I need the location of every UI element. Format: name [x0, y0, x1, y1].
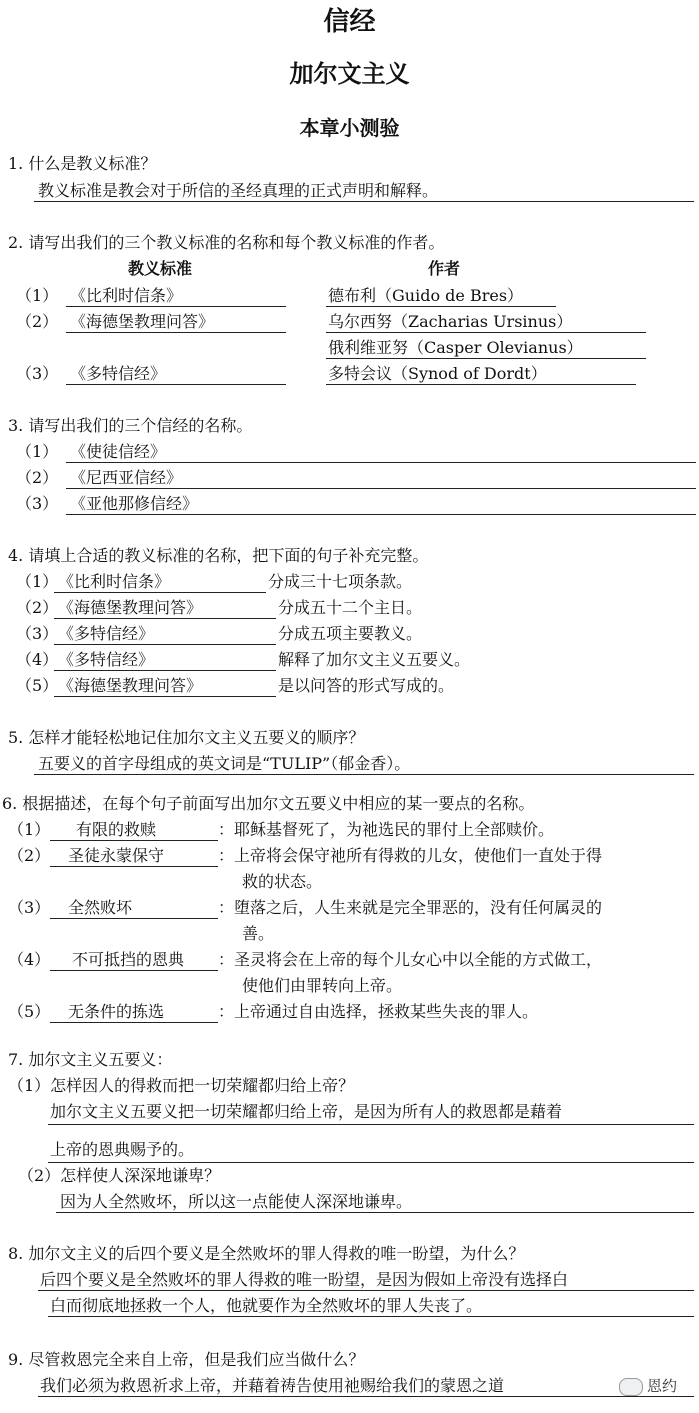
- q2-row4-author: 多特会议（Synod of Dordt）: [328, 364, 547, 383]
- q6-item1-desc: ：耶稣基督死了，为祂选民的罪付上全部赎价。: [218, 820, 555, 839]
- q2-row3-author: 俄利维亚努（Casper Olevianus）: [328, 338, 583, 357]
- q9-rule: [38, 1396, 694, 1397]
- q6-item3-answer: 全然败坏: [68, 898, 133, 917]
- q7-sub1-line2-rule: [48, 1162, 694, 1163]
- q3-item2-num: （2）: [16, 468, 59, 487]
- q9-prompt: 9. 尽管救恩完全来自上帝，但是我们应当做什么？: [8, 1350, 365, 1369]
- q5-answer-line: [34, 774, 694, 775]
- q6-item1-num: （1）: [8, 820, 51, 839]
- q2-row2-standard-line: [66, 332, 286, 333]
- q2-row4-author-line: [326, 384, 636, 385]
- q6-item2-line: [50, 866, 218, 867]
- q4-item5-line: [54, 696, 276, 697]
- q8-line2-rule: [48, 1316, 694, 1317]
- q2-row1-author-line: [326, 306, 556, 307]
- q6-item5-num: （5）: [8, 1002, 51, 1021]
- q6-item2-answer: 圣徒永蒙保守: [68, 846, 165, 865]
- q2-row4-num: （3）: [16, 364, 59, 383]
- q4-item3-rest: 分成五项主要教义。: [278, 624, 423, 643]
- q5-prompt: 5. 怎样才能轻松地记住加尔文主义五要义的顺序？: [8, 728, 365, 747]
- q2-row1-standard-line: [66, 306, 286, 307]
- watermark-text: 恩约: [646, 1377, 677, 1395]
- q6-item3-line: [50, 918, 218, 919]
- q4-item2-answer: 《海德堡教理问答》: [58, 598, 203, 617]
- q4-item3-answer: 《多特信经》: [58, 624, 155, 643]
- q3-item1-num: （1）: [16, 442, 59, 461]
- q6-item4-desc-cont: 使他们由罪转向上帝。: [242, 976, 403, 995]
- q6-item5-answer: 无条件的拣选: [68, 1002, 165, 1021]
- q2-row1-num: （1）: [16, 286, 59, 305]
- q2-prompt: 2. 请写出我们的三个教义标准的名称和每个教义标准的作者。: [8, 233, 445, 252]
- q8-answer-line2: 白而彻底地拯救一个人，他就要作为全然败坏的罪人失丧了。: [50, 1296, 483, 1315]
- q3-item2-line: [66, 488, 696, 489]
- page-title: 信经: [323, 7, 376, 37]
- q4-item4-line: [54, 670, 276, 671]
- q7-sub2-prompt: （2）怎样使人深深地谦卑？: [18, 1166, 221, 1185]
- q4-item1-rest: 分成三十七项条款。: [268, 572, 413, 591]
- q7-sub1-prompt: （1）怎样因人的得救而把一切荣耀都归给上帝？: [8, 1076, 355, 1095]
- q4-item2-rest: 分成五十二个主日。: [278, 598, 423, 617]
- q9-answer: 我们必须为救恩祈求上帝，并藉着祷告使用祂赐给我们的蒙恩之道: [40, 1376, 505, 1395]
- q2-row2-standard: 《海德堡教理问答》: [70, 312, 215, 331]
- q4-item4-rest: 解释了加尔文主义五要义。: [278, 650, 471, 669]
- q2-row3-author-line: [326, 358, 646, 359]
- chat-bubble-icon: [619, 1378, 643, 1396]
- q8-answer-line1: 后四个要义是全然败坏的罪人得救的唯一盼望，是因为假如上帝没有选择白: [40, 1270, 569, 1289]
- q4-item2-line: [54, 618, 276, 619]
- q6-item2-num: （2）: [8, 846, 51, 865]
- q7-prompt: 7. 加尔文主义五要义：: [8, 1050, 173, 1069]
- q6-item3-desc: ：堕落之后，人生来就是完全罪恶的，没有任何属灵的: [218, 898, 603, 917]
- q8-prompt: 8. 加尔文主义的后四个要义是全然败坏的罪人得救的唯一盼望，为什么？: [8, 1244, 525, 1263]
- q6-item2-desc: ：上帝将会保守祂所有得救的儿女，使他们一直处于得: [218, 846, 603, 865]
- q6-item3-num: （3）: [8, 898, 51, 917]
- q1-prompt: 1. 什么是教义标准？: [8, 154, 157, 173]
- q3-item1-answer: 《使徒信经》: [70, 442, 167, 461]
- q4-item5-answer: 《海德堡教理问答》: [58, 676, 203, 695]
- q4-item4-num: （4）: [16, 650, 59, 669]
- q3-item1-line: [66, 462, 696, 463]
- q4-item1-line: [54, 592, 266, 593]
- q2-row4-standard: 《多特信经》: [70, 364, 167, 383]
- q3-item2-answer: 《尼西亚信经》: [70, 468, 183, 487]
- q6-item4-num: （4）: [8, 950, 51, 969]
- q3-item3-num: （3）: [16, 494, 59, 513]
- q6-item4-answer: 不可抵挡的恩典: [72, 950, 185, 969]
- q6-item4-desc: ：圣灵将会在上帝的每个儿女心中以全能的方式做工，: [218, 950, 603, 969]
- q2-col-standard: 教义标准: [128, 259, 193, 278]
- q4-item1-num: （1）: [16, 572, 59, 591]
- q1-answer-line: [34, 201, 694, 202]
- page-subtitle: 加尔文主义: [289, 60, 410, 88]
- q7-sub1-line1-rule: [48, 1124, 694, 1125]
- q2-row2-author: 乌尔西努（Zacharias Ursinus）: [328, 312, 573, 331]
- q4-item3-line: [54, 644, 276, 645]
- q8-line1-rule: [38, 1290, 694, 1291]
- q2-row2-author-line: [326, 332, 646, 333]
- q6-item1-answer: 有限的救赎: [76, 820, 157, 839]
- q4-item1-answer: 《比利时信条》: [58, 572, 171, 591]
- q7-sub2-answer: 因为人全然败坏，所以这一点能使人深深地谦卑。: [60, 1192, 413, 1211]
- q6-item2-desc-cont: 救的状态。: [242, 872, 323, 891]
- q6-item3-desc-cont: 善。: [242, 924, 275, 943]
- q6-item5-line: [50, 1022, 218, 1023]
- q4-item5-rest: 是以问答的形式写成的。: [278, 676, 455, 695]
- q5-answer: 五要义的首字母组成的英文词是“TULIP”（郁金香）。: [38, 754, 411, 773]
- q2-row1-standard: 《比利时信条》: [70, 286, 183, 305]
- q7-sub2-rule: [56, 1212, 694, 1213]
- q7-sub1-answer-line1: 加尔文主义五要义把一切荣耀都归给上帝，是因为所有人的救恩都是藉着: [50, 1102, 563, 1121]
- q4-item4-answer: 《多特信经》: [58, 650, 155, 669]
- q2-row4-standard-line: [66, 384, 286, 385]
- q1-answer: 教义标准是教会对于所信的圣经真理的正式声明和解释。: [38, 181, 439, 200]
- q2-col-author: 作者: [428, 259, 461, 278]
- section-title: 本章小测验: [299, 116, 400, 140]
- q7-sub1-answer-line2: 上帝的恩典赐予的。: [50, 1140, 195, 1159]
- q3-prompt: 3. 请写出我们的三个信经的名称。: [8, 416, 253, 435]
- q4-item5-num: （5）: [16, 676, 59, 695]
- q4-prompt: 4. 请填上合适的教义标准的名称，把下面的句子补充完整。: [8, 546, 429, 565]
- q6-prompt: 6. 根据描述，在每个句子前面写出加尔文五要义中相应的某一要点的名称。: [2, 794, 535, 813]
- q4-item2-num: （2）: [16, 598, 59, 617]
- q6-item5-desc: ：上帝通过自由选择，拯救某些失丧的罪人。: [218, 1002, 539, 1021]
- q6-item1-line: [50, 840, 218, 841]
- q3-item3-answer: 《亚他那修信经》: [70, 494, 199, 513]
- watermark: [619, 1376, 677, 1396]
- q4-item3-num: （3）: [16, 624, 59, 643]
- q3-item3-line: [66, 514, 696, 515]
- q2-row2-num: （2）: [16, 312, 59, 331]
- q2-row1-author: 德布利（Guido de Bres）: [328, 286, 524, 305]
- q6-item4-line: [50, 970, 218, 971]
